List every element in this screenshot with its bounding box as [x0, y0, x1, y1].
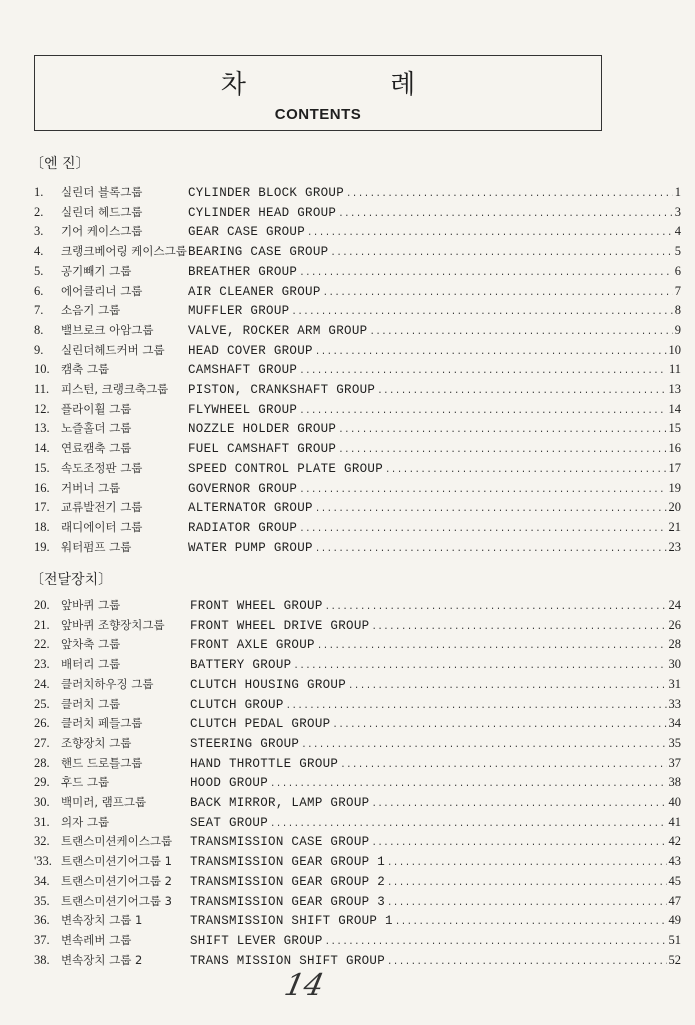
toc-item-entry: [190, 734, 681, 755]
toc-item-korean-title: 변속장치 그룹 1: [61, 913, 143, 928]
toc-item-number: 3.: [34, 224, 44, 239]
toc-item-korean-title: 공기빼기 그룹: [61, 263, 132, 278]
toc-item-page-number: 14: [668, 401, 681, 416]
dot-leader: [395, 913, 667, 932]
toc-row: [0, 892, 695, 911]
dot-leader: [332, 716, 666, 735]
toc-row: [0, 222, 695, 241]
toc-item-number: 5.: [34, 263, 44, 278]
toc-item-entry: [188, 419, 681, 440]
toc-item-entry: [190, 813, 681, 834]
toc-row: [0, 832, 695, 851]
dot-leader: [338, 421, 666, 440]
toc-item-number: 32.: [34, 834, 50, 849]
dot-leader: [340, 756, 666, 775]
toc-item-english-title: NOZZLE HOLDER GROUP: [188, 422, 337, 437]
toc-item-korean-title: 트랜스미션기어그룹 2: [61, 873, 172, 888]
toc-row: [0, 301, 695, 320]
toc-item-page-number: 21: [668, 519, 681, 534]
toc-item-english-title: TRANSMISSION SHIFT GROUP 1: [190, 914, 393, 929]
toc-item-entry: [190, 793, 681, 814]
toc-row: [0, 538, 695, 557]
handwritten-page-number: 14: [281, 968, 327, 1003]
toc-item-page-number: 20: [668, 500, 681, 515]
toc-item-english-title: SEAT GROUP: [190, 815, 269, 830]
toc-item-number: 9.: [34, 342, 44, 357]
toc-item-english-title: BACK MIRROR, LAMP GROUP: [190, 796, 370, 810]
dot-leader: [387, 874, 666, 893]
toc-item-page-number: 30: [668, 657, 681, 672]
toc-item-page-number: 8: [674, 303, 681, 318]
toc-item-english-title: GEAR CASE GROUP: [188, 225, 306, 240]
dot-leader: [325, 933, 667, 952]
toc-item-page-number: 5: [674, 244, 681, 259]
toc-item-entry: [190, 852, 681, 873]
toc-item-page-number: 13: [668, 382, 681, 396]
toc-row: [0, 183, 695, 202]
toc-item-page-number: 52: [668, 952, 681, 967]
toc-item-entry: [190, 773, 681, 794]
toc-row: [0, 203, 695, 222]
toc-item-english-title: SHIFT LEVER GROUP: [190, 933, 323, 948]
toc-item-english-title: BEARING CASE GROUP: [188, 245, 329, 260]
dot-leader: [338, 205, 673, 224]
toc-item-page-number: 7: [674, 283, 681, 298]
toc-item-number: 37.: [34, 932, 50, 947]
dot-leader: [293, 657, 666, 676]
toc-item-korean-title: 속도조정판 그룹: [61, 460, 143, 475]
toc-item-english-title: STEERING GROUP: [190, 736, 300, 751]
toc-item-english-title: HAND THROTTLE GROUP: [190, 756, 339, 771]
toc-item-korean-title: 크랭크베어링 케이스그룹: [61, 244, 187, 259]
toc-item-number: 36.: [34, 913, 50, 928]
toc-row: [0, 262, 695, 281]
toc-row: [0, 734, 695, 753]
toc-row: [0, 341, 695, 360]
toc-item-number: 25.: [34, 696, 50, 711]
toc-item-number: 18.: [34, 519, 50, 534]
toc-row: [0, 616, 695, 635]
toc-item-entry: [190, 832, 681, 853]
dot-leader: [385, 461, 666, 480]
dot-leader: [377, 382, 666, 401]
toc-row: [0, 380, 695, 399]
toc-row: [0, 754, 695, 773]
toc-item-korean-title: 연료캠축 그룹: [61, 441, 132, 456]
toc-item-number: 11.: [34, 382, 50, 396]
toc-item-korean-title: 백미러, 램프그룹: [61, 795, 147, 809]
toc-item-entry: [188, 439, 681, 460]
toc-item-english-title: TRANSMISSION GEAR GROUP 1: [190, 855, 386, 870]
toc-item-page-number: 35: [668, 735, 681, 750]
toc-row: [0, 931, 695, 950]
toc-row: [0, 793, 695, 812]
toc-row: [0, 321, 695, 340]
toc-item-number: 38.: [34, 952, 50, 967]
toc-item-entry: [190, 616, 681, 637]
toc-item-page-number: 31: [668, 676, 681, 691]
toc-row: [0, 360, 695, 379]
toc-item-entry: [188, 242, 681, 263]
toc-item-number: 30.: [34, 795, 50, 809]
dot-leader: [270, 815, 666, 834]
toc-item-english-title: RADIATOR GROUP: [188, 520, 298, 535]
toc-item-page-number: 45: [668, 873, 681, 888]
toc-item-number: 21.: [34, 617, 50, 632]
toc-item-page-number: 6: [674, 263, 681, 278]
toc-item-english-title: HEAD COVER GROUP: [188, 343, 313, 358]
toc-item-korean-title: 실린더헤드커버 그룹: [61, 342, 165, 357]
toc-item-entry: [188, 518, 681, 539]
toc-item-number: 26.: [34, 716, 50, 731]
dot-leader: [299, 362, 667, 381]
toc-item-number: 15.: [34, 460, 50, 475]
toc-item-entry: [190, 951, 681, 972]
section-heading-drivetrain: 〔전달장치〕: [30, 572, 113, 588]
toc-row: [0, 439, 695, 458]
dot-leader: [371, 795, 666, 814]
toc-item-english-title: BREATHER GROUP: [188, 264, 298, 279]
toc-item-number: 8.: [34, 322, 44, 337]
toc-row: [0, 242, 695, 261]
toc-item-page-number: 17: [668, 460, 681, 475]
toc-item-entry: [190, 596, 681, 617]
toc-item-korean-title: 의자 그룹: [61, 814, 110, 829]
toc-item-english-title: CLUTCH GROUP: [190, 697, 284, 712]
toc-item-page-number: 38: [668, 775, 681, 790]
toc-item-entry: [188, 498, 681, 519]
toc-item-korean-title: 플라이휠 그룹: [61, 401, 132, 416]
toc-item-korean-title: 트랜스미션케이스그룹: [61, 834, 173, 849]
toc-item-korean-title: 조향장치 그룹: [61, 735, 132, 750]
toc-item-korean-title: 클러치 페들그룹: [61, 716, 143, 731]
toc-item-english-title: FRONT WHEEL DRIVE GROUP: [190, 618, 370, 633]
dot-leader: [299, 402, 666, 421]
dot-leader: [291, 303, 672, 322]
toc-item-page-number: 43: [668, 854, 681, 869]
dot-leader: [323, 284, 673, 303]
toc-item-page-number: 9: [674, 322, 681, 337]
dot-leader: [387, 854, 666, 873]
dot-leader: [371, 618, 666, 637]
toc-item-english-title: SPEED CONTROL PLATE GROUP: [188, 461, 384, 476]
toc-item-number: 17.: [34, 500, 50, 515]
toc-item-korean-title: 거버너 그룹: [61, 480, 121, 495]
toc-item-page-number: 4: [674, 224, 681, 239]
toc-item-korean-title: 교류발전기 그룹: [61, 500, 143, 515]
toc-item-page-number: 10: [668, 342, 681, 357]
dot-leader: [315, 500, 667, 519]
toc-item-english-title: CLUTCH HOUSING GROUP: [190, 677, 347, 692]
toc-item-english-title: CYLINDER HEAD GROUP: [188, 205, 337, 220]
toc-item-korean-title: 트랜스미션기어그룹 1: [61, 854, 172, 869]
toc-item-page-number: 16: [668, 441, 681, 456]
toc-item-korean-title: 밸브로크 아암그룹: [61, 322, 154, 337]
toc-item-korean-title: 변속레버 그룹: [61, 932, 132, 947]
page-title-korean: 차 례: [220, 70, 484, 100]
toc-item-page-number: 49: [668, 913, 681, 928]
toc-item-page-number: 47: [668, 893, 681, 908]
toc-item-entry: [188, 479, 681, 500]
dot-leader: [299, 520, 666, 539]
section-heading-engine: 〔엔 진〕: [30, 156, 90, 172]
toc-row: [0, 852, 695, 871]
toc-item-page-number: 41: [668, 814, 681, 829]
toc-item-korean-title: 실린더 블록그룹: [61, 185, 143, 199]
toc-item-entry: [190, 675, 681, 696]
toc-row: [0, 596, 695, 615]
toc-item-entry: [190, 754, 681, 775]
toc-item-number: 14.: [34, 441, 50, 456]
toc-item-korean-title: 앞바퀴 그룹: [61, 598, 121, 612]
toc-item-english-title: CYLINDER BLOCK GROUP: [188, 186, 345, 200]
toc-item-number: 31.: [34, 814, 50, 829]
toc-item-entry: [188, 203, 681, 224]
dot-leader: [371, 834, 666, 853]
toc-item-korean-title: 후드 그룹: [61, 775, 110, 790]
dot-leader: [387, 953, 666, 972]
toc-item-number: 10.: [34, 362, 50, 377]
toc-item-entry: [190, 655, 681, 676]
toc-item-number: 35.: [34, 893, 50, 908]
toc-item-korean-title: 배터리 그룹: [61, 657, 121, 672]
toc-item-entry: [188, 183, 681, 204]
toc-item-number: 6.: [34, 283, 44, 298]
toc-item-english-title: FRONT AXLE GROUP: [190, 638, 315, 653]
dot-leader: [270, 775, 666, 794]
toc-item-entry: [190, 892, 681, 913]
toc-item-entry: [188, 400, 681, 421]
toc-item-korean-title: 트랜스미션기어그룹 3: [61, 893, 172, 908]
toc-item-number: 1.: [34, 185, 44, 199]
toc-item-english-title: MUFFLER GROUP: [188, 304, 290, 319]
toc-item-page-number: 1: [674, 185, 681, 199]
toc-item-entry: [190, 872, 681, 893]
toc-item-number: 13.: [34, 421, 50, 436]
toc-row: [0, 635, 695, 654]
toc-item-korean-title: 클러치하우징 그룹: [61, 676, 154, 691]
toc-item-english-title: VALVE, ROCKER ARM GROUP: [188, 323, 368, 338]
dot-leader: [307, 224, 673, 243]
dot-leader: [338, 441, 666, 460]
toc-item-entry: [188, 222, 681, 243]
toc-item-english-title: TRANSMISSION GEAR GROUP 3: [190, 894, 386, 909]
toc-item-korean-title: 클러치 그룹: [61, 696, 121, 711]
toc-item-korean-title: 에어클리너 그룹: [61, 283, 143, 298]
toc-item-entry: [188, 380, 681, 401]
dot-leader: [317, 637, 667, 656]
toc-item-page-number: 33: [668, 696, 681, 711]
toc-item-entry: [190, 695, 681, 716]
dot-leader: [286, 697, 667, 716]
toc-item-number: 2.: [34, 204, 44, 219]
title-box: [34, 55, 602, 131]
toc-item-korean-title: 래디에이터 그룹: [61, 519, 143, 534]
toc-item-page-number: 40: [668, 795, 681, 809]
toc-item-number: 12.: [34, 401, 50, 416]
toc-item-english-title: HOOD GROUP: [190, 776, 269, 791]
toc-row: [0, 951, 695, 970]
toc-row: [0, 459, 695, 478]
toc-item-page-number: 23: [668, 539, 681, 554]
toc-row: [0, 282, 695, 301]
toc-item-korean-title: 소음기 그룹: [61, 303, 121, 318]
toc-item-entry: [190, 931, 681, 952]
toc-item-page-number: 24: [668, 598, 681, 612]
toc-item-english-title: TRANSMISSION CASE GROUP: [190, 835, 370, 850]
toc-item-number: 27.: [34, 735, 50, 750]
toc-item-entry: [188, 538, 681, 559]
toc-item-number: 22.: [34, 637, 50, 652]
toc-item-korean-title: 캠축 그룹: [61, 362, 110, 377]
toc-item-korean-title: 노즐홀더 그룹: [61, 421, 132, 436]
toc-item-number: 28.: [34, 755, 50, 770]
dot-leader: [299, 264, 673, 283]
toc-row: [0, 675, 695, 694]
toc-row: [0, 498, 695, 517]
toc-item-page-number: 19: [668, 480, 681, 495]
toc-item-entry: [188, 321, 681, 342]
toc-item-english-title: AIR CLEANER GROUP: [188, 284, 321, 299]
toc-item-number: 20.: [34, 598, 50, 612]
toc-item-entry: [190, 911, 681, 932]
toc-item-number: 23.: [34, 657, 50, 672]
toc-item-korean-title: 변속장치 그룹 2: [61, 952, 143, 967]
toc-item-entry: [188, 282, 681, 303]
dot-leader: [315, 540, 667, 559]
toc-item-english-title: CLUTCH PEDAL GROUP: [190, 717, 331, 732]
toc-item-korean-title: 피스턴, 크랭크축그룹: [61, 382, 169, 396]
toc-item-number: 24.: [34, 676, 50, 691]
toc-item-page-number: 37: [668, 755, 681, 770]
toc-item-entry: [188, 301, 681, 322]
toc-item-page-number: 11: [668, 362, 681, 377]
toc-item-entry: [188, 459, 681, 480]
dot-leader: [299, 481, 666, 500]
toc-row: [0, 773, 695, 792]
dot-leader: [315, 343, 667, 362]
toc-item-korean-title: 앞차축 그룹: [61, 637, 121, 652]
toc-item-number: 4.: [34, 244, 44, 259]
toc-item-page-number: 51: [668, 932, 681, 947]
toc-item-english-title: FLYWHEEL GROUP: [188, 402, 298, 417]
toc-item-english-title: FRONT WHEEL GROUP: [190, 599, 323, 613]
dot-leader: [330, 244, 672, 263]
toc-item-english-title: TRANS MISSION SHIFT GROUP: [190, 953, 386, 968]
toc-item-number: 19.: [34, 539, 50, 554]
toc-item-english-title: CAMSHAFT GROUP: [188, 363, 298, 378]
toc-item-page-number: 26: [668, 617, 681, 632]
dot-leader: [387, 894, 666, 913]
toc-row: [0, 400, 695, 419]
dot-leader: [325, 598, 667, 617]
dot-leader: [301, 736, 666, 755]
toc-item-korean-title: 워터펌프 그룹: [61, 539, 132, 554]
toc-row: [0, 419, 695, 438]
toc-item-english-title: WATER PUMP GROUP: [188, 540, 313, 555]
toc-item-number: 16.: [34, 480, 50, 495]
toc-row: [0, 872, 695, 891]
toc-item-entry: [188, 360, 681, 381]
toc-item-entry: [188, 262, 681, 283]
toc-item-page-number: 15: [668, 421, 681, 436]
toc-item-korean-title: 핸드 드로틀그룹: [61, 755, 143, 770]
toc-item-number: 29.: [34, 775, 50, 790]
toc-row: [0, 911, 695, 930]
toc-item-entry: [188, 341, 681, 362]
dot-leader: [369, 323, 672, 342]
toc-item-korean-title: 기어 케이스그룹: [61, 224, 143, 239]
toc-item-english-title: PISTON, CRANKSHAFT GROUP: [188, 383, 376, 397]
toc-item-english-title: ALTERNATOR GROUP: [188, 501, 313, 516]
toc-row: [0, 655, 695, 674]
toc-item-number: '33.: [34, 854, 52, 869]
toc-item-english-title: FUEL CAMSHAFT GROUP: [188, 442, 337, 457]
toc-item-number: 34.: [34, 873, 50, 888]
toc-item-page-number: 28: [668, 637, 681, 652]
toc-row: [0, 695, 695, 714]
toc-item-number: 7.: [34, 303, 44, 318]
toc-item-english-title: BATTERY GROUP: [190, 658, 292, 673]
dot-leader: [348, 677, 666, 696]
page-title-english: CONTENTS: [274, 106, 362, 123]
toc-row: [0, 813, 695, 832]
toc-row: [0, 518, 695, 537]
toc-item-korean-title: 실린더 헤드그룹: [61, 204, 143, 219]
toc-row: [0, 479, 695, 498]
toc-item-page-number: 42: [668, 834, 681, 849]
toc-item-korean-title: 앞바퀴 조향장치그룹: [61, 617, 165, 632]
dot-leader: [346, 185, 673, 204]
toc-item-english-title: TRANSMISSION GEAR GROUP 2: [190, 874, 386, 889]
toc-item-page-number: 3: [674, 204, 681, 219]
toc-item-english-title: GOVERNOR GROUP: [188, 481, 298, 496]
toc-row: [0, 714, 695, 733]
toc-item-page-number: 34: [668, 716, 681, 731]
toc-item-entry: [190, 635, 681, 656]
toc-item-entry: [190, 714, 681, 735]
